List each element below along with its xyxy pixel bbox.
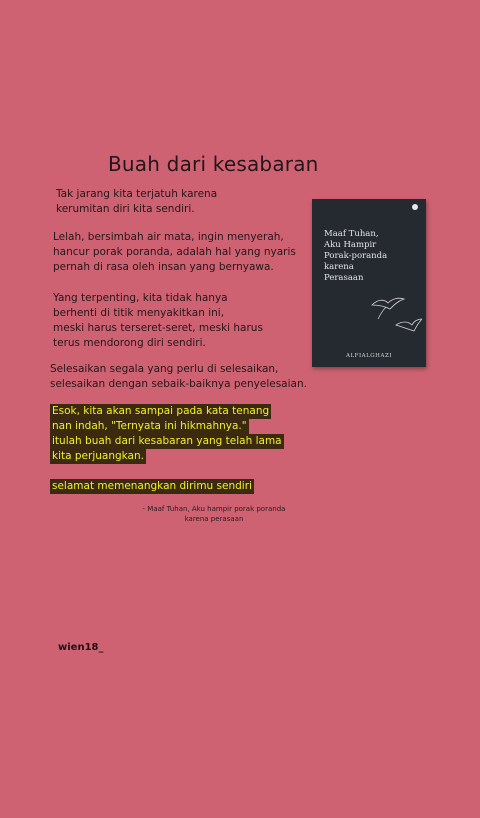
paragraph-perseverance: Yang terpenting, kita tidak hanya berhenti di titik menyakitkan ini, meski harus terseret-seret, meski harus terus mendorong diri sendiri. xyxy=(53,292,263,349)
book-title-line: Perasaan xyxy=(324,273,364,283)
book-title-line: Aku Hampir xyxy=(324,240,377,250)
birds-icon xyxy=(368,295,422,339)
page-title: Buah dari kesabaran xyxy=(108,152,319,176)
attribution-line: karena perasaan xyxy=(184,515,244,523)
highlighted-line: itulah buah dari kesabaran yang telah lama xyxy=(52,435,282,447)
paragraph-completion: Selesaikan segala yang perlu di selesaikan, selesaikan dengan sebaik-baiknya penyelesaian. xyxy=(50,363,307,390)
book-title xyxy=(324,229,387,284)
highlighted-quote xyxy=(50,404,284,464)
book-title-line: karena xyxy=(324,262,354,272)
highlighted-line: nan indah, "Ternyata ini hikmahnya." xyxy=(52,420,247,432)
highlighted-closing xyxy=(50,479,254,494)
book-author: ALFIALGHAZI xyxy=(346,353,392,359)
highlighted-line: Esok, kita akan sampai pada kata tenang xyxy=(52,405,270,417)
highlighted-line: kita perjuangkan. xyxy=(52,450,144,462)
attribution xyxy=(130,504,298,524)
paragraph-intro: Tak jarang kita terjatuh karena kerumitan diri kita sendiri. xyxy=(56,188,218,215)
highlighted-line: selamat memenangkan dirimu sendiri xyxy=(52,480,252,492)
book-title-line: Maaf Tuhan, xyxy=(324,229,379,239)
paragraph-struggle: Lelah, bersimbah air mata, ingin menyerah, hancur porak poranda, adalah hal yang nyaris pernah di rasa oleh insan yang bernyawa. xyxy=(53,231,296,273)
book-title-line: Porak-poranda xyxy=(324,251,388,261)
publisher-logo-icon xyxy=(412,204,418,210)
book-cover xyxy=(312,199,426,367)
username-watermark: wien18_ xyxy=(58,642,104,653)
attribution-line: - Maaf Tuhan, Aku hampir porak poranda xyxy=(142,505,286,513)
